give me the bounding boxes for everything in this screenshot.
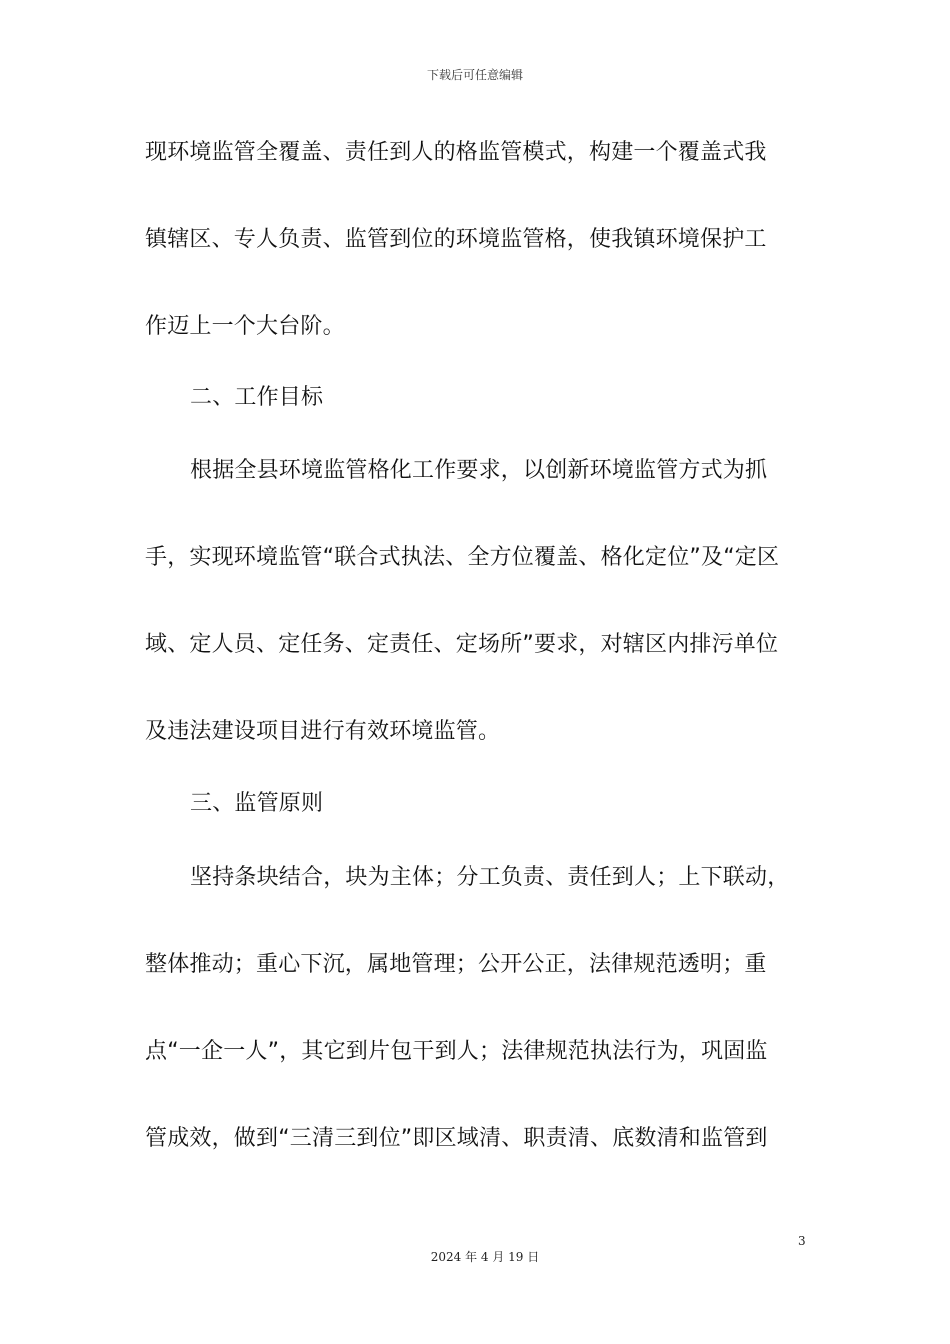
body-line: 点“一企一人”，其它到片包干到人；法律规范执法行为，巩固监 <box>145 1039 768 1064</box>
body-line: 根据全县环境监管格化工作要求，以创新环境监管方式为抓 <box>190 458 768 483</box>
body-line: 域、定人员、定任务、定责任、定场所”要求，对辖区内排污单位 <box>145 632 779 657</box>
footer-date: 2024 年 4 月 19 日 <box>430 1250 540 1264</box>
body-line: 镇辖区、专人负责、监管到位的环境监管格，使我镇环境保护工 <box>145 227 767 252</box>
body-line: 及违法建设项目进行有效环境监管。 <box>145 719 501 744</box>
page-number: 3 <box>798 1234 806 1248</box>
body-line: 作迈上一个大台阶。 <box>145 314 345 339</box>
section-heading-goals: 二、工作目标 <box>190 385 324 410</box>
body-line: 现环境监管全覆盖、责任到人的格监管模式，构建一个覆盖式我 <box>145 140 767 165</box>
body-line: 整体推动；重心下沉，属地管理；公开公正，法律规范透明；重 <box>145 952 767 977</box>
body-line: 管成效，做到“三清三到位”即区域清、职责清、底数清和监管到 <box>145 1126 768 1151</box>
page-header: 下载后可任意编辑 <box>426 68 523 82</box>
body-line: 手，实现环境监管“联合式执法、全方位覆盖、格化定位”及“定区 <box>145 545 780 570</box>
section-heading-principles: 三、监管原则 <box>190 791 324 816</box>
body-line: 坚持条块结合，块为主体；分工负责、责任到人；上下联动， <box>190 865 790 890</box>
